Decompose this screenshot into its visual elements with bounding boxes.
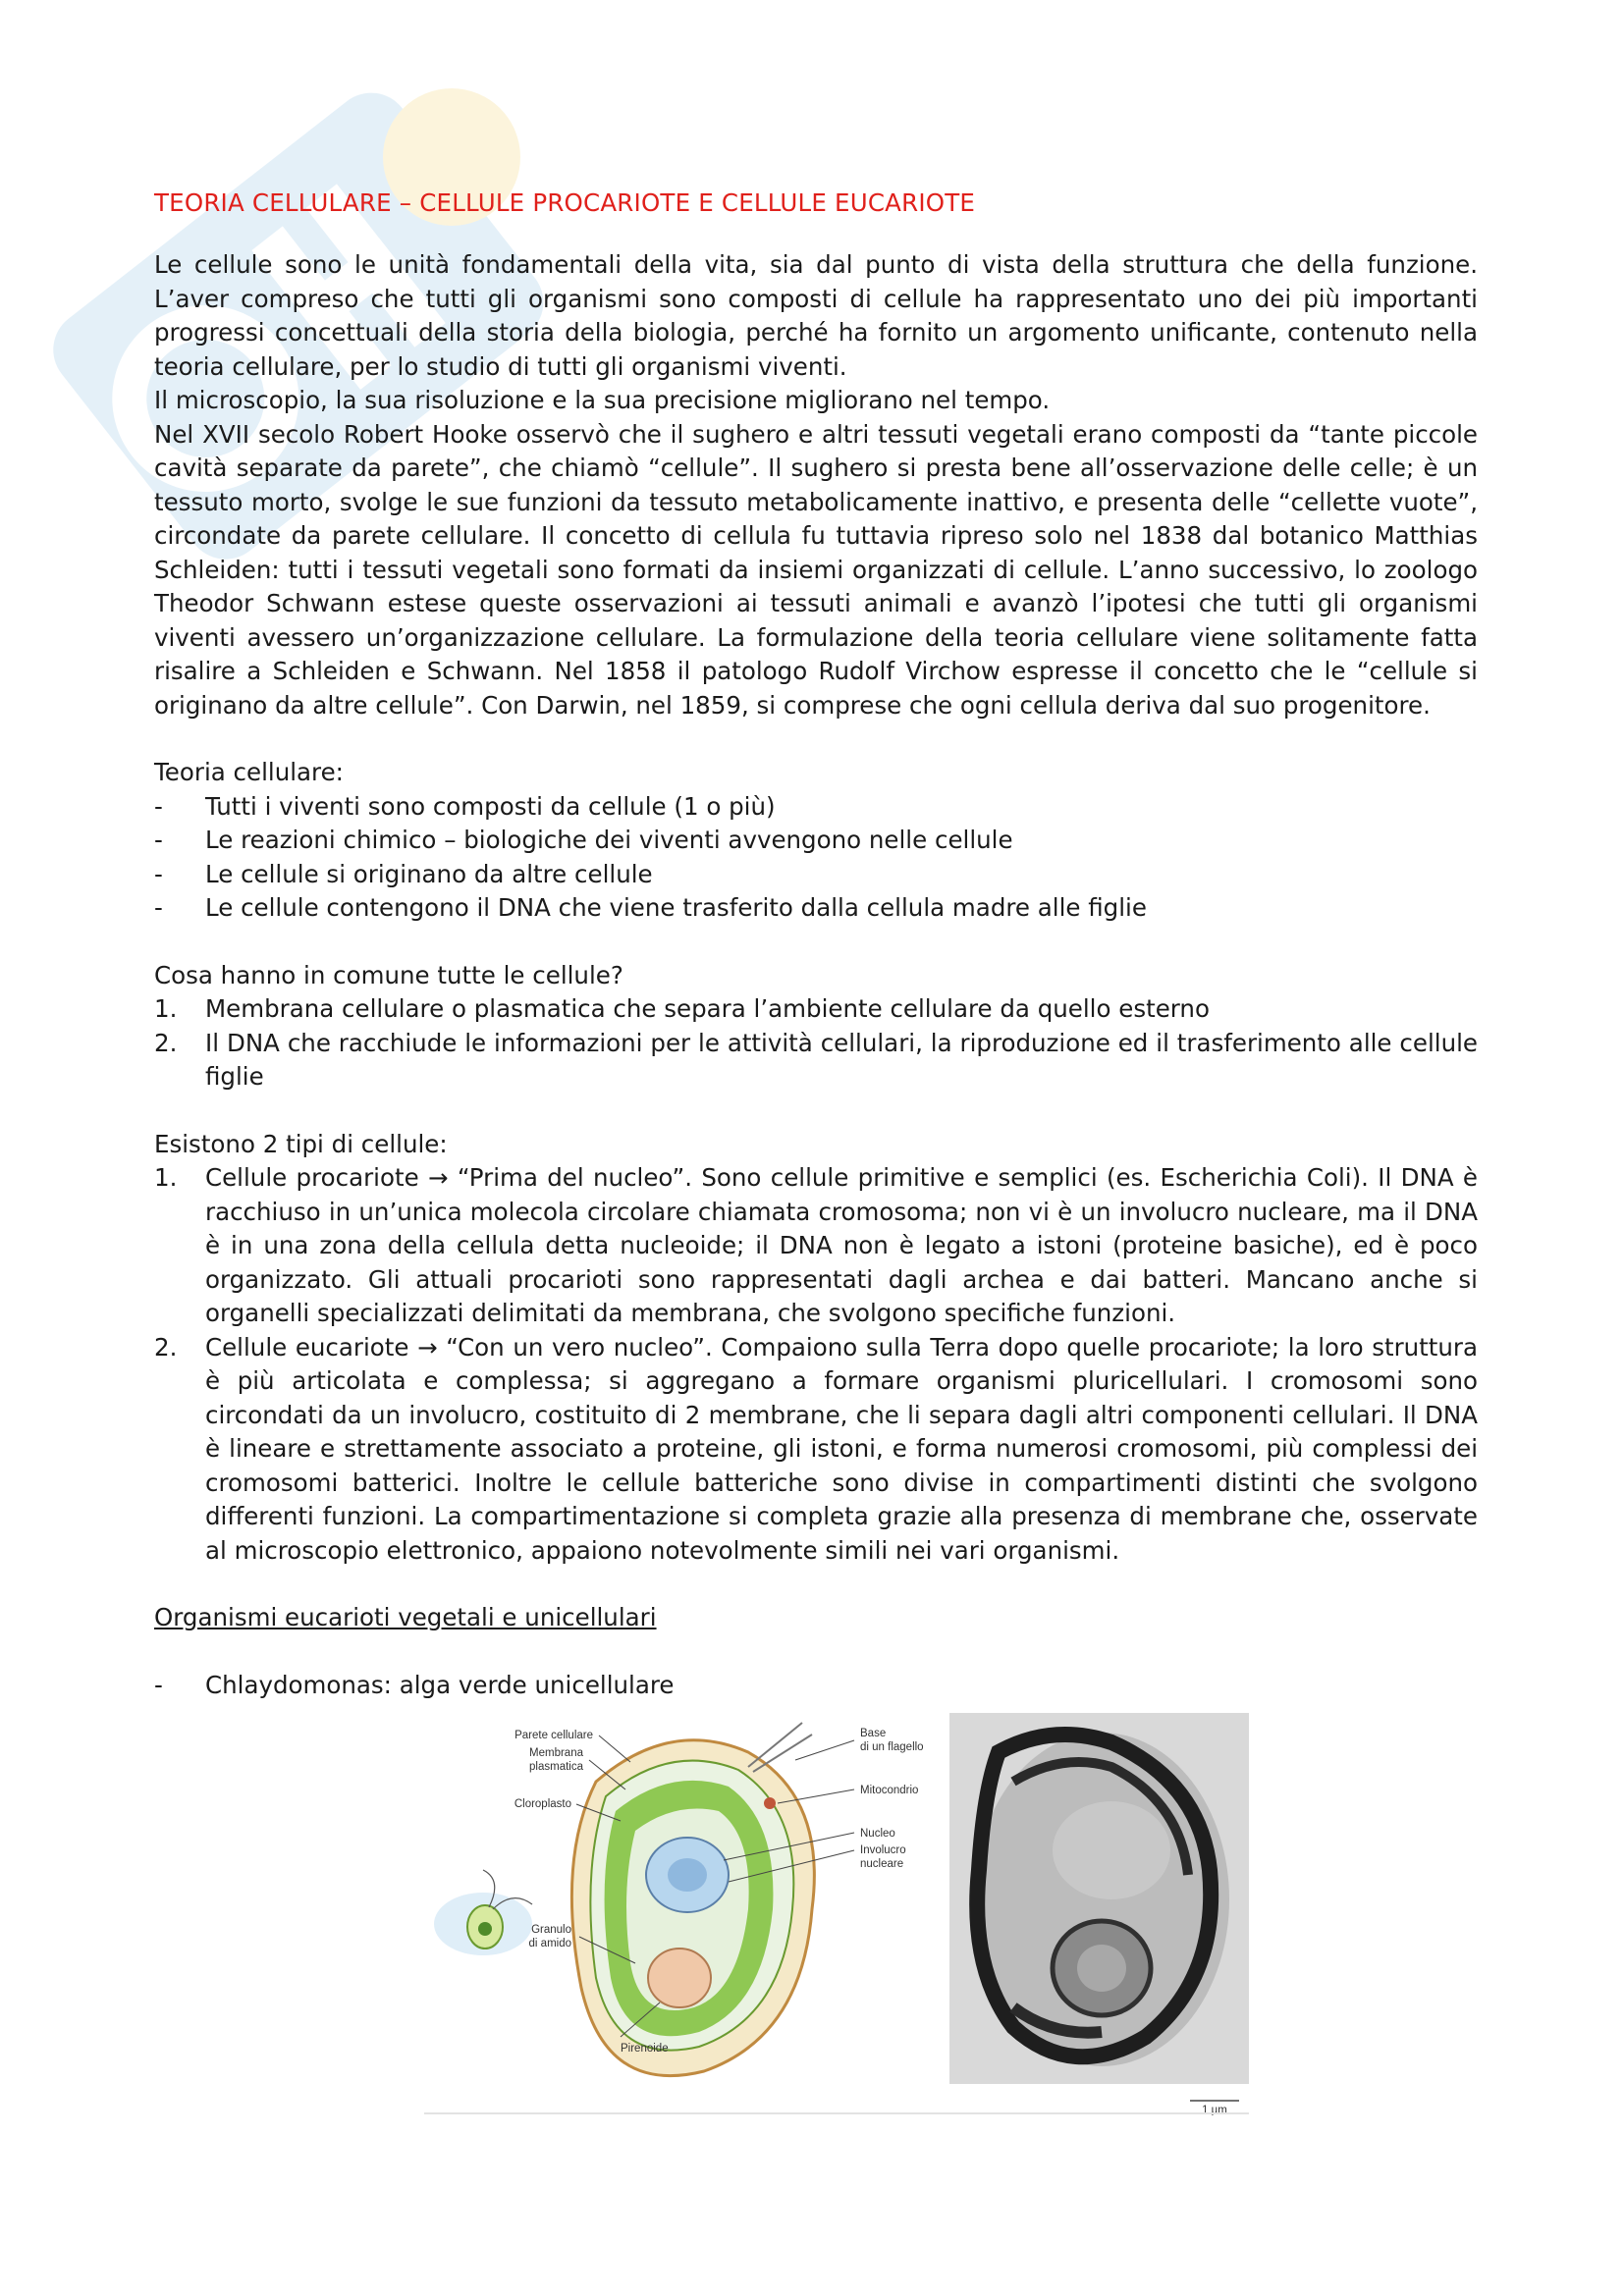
label-pirenoide: Pirenoide bbox=[621, 2043, 669, 2055]
document-page bbox=[154, 188, 1478, 1702]
list-item: 1. Membrana cellulare o plasmatica che separa l’ambiente cellulare da quello esterno bbox=[154, 994, 1210, 1023]
label-involucro: Involucro bbox=[860, 1844, 906, 1856]
label-flagello: di un flagello bbox=[860, 1741, 924, 1753]
chlamydomonas-figure bbox=[424, 1713, 1249, 2115]
types-list bbox=[154, 1161, 1478, 1568]
label-parete: Parete cellulare bbox=[514, 1730, 593, 1741]
list-item: - Chlaydomonas: alga verde unicellulare bbox=[154, 1670, 675, 1699]
section-heading-eukaryotes: Organismi eucarioti vegetali e unicellulari bbox=[154, 1603, 657, 1631]
scale-bar-label: 1 µm bbox=[1202, 2105, 1227, 2115]
list-item: 2. Il DNA che racchiude le informazioni per le attività cellulari, la riproduzione ed il trasferimento alle cellule figlie bbox=[154, 1028, 1478, 1091]
mitochondrion-shape bbox=[764, 1797, 776, 1809]
common-heading: Cosa hanno in comune tutte le cellule? bbox=[154, 960, 623, 989]
theory-list bbox=[154, 790, 1478, 926]
microscope-line: Il microscopio, la sua risoluzione e la sua precisione migliorano nel tempo. bbox=[154, 386, 1051, 414]
list-item: - Le cellule si originano da altre cellule bbox=[154, 859, 653, 888]
electron-micrograph bbox=[949, 1713, 1249, 2115]
pyrenoid-shape bbox=[648, 1949, 711, 2007]
label-di-amido: di amido bbox=[528, 1938, 571, 1949]
small-cell-illustration bbox=[434, 1870, 532, 1955]
organism-list bbox=[154, 1669, 1478, 1703]
list-item: - Le cellule contengono il DNA che viene trasferito dalla cellula madre alle figlie bbox=[154, 893, 1147, 922]
label-nucleo: Nucleo bbox=[860, 1828, 895, 1840]
list-item: 1. Cellule procariote → “Prima del nucleo”. Sono cellule primitive e semplici (es. Escherichia Coli). Il DNA è racchiuso in un’unica molecola circolare chiamata cromosoma; non vi è un involucro nucleare, ma il DNA è in una zona della cellula detta nucleoide; il DNA non è legato a istoni (proteine basiche), ed è poco organizzato. Gli attuali procarioti sono rappresentati dagli archea e dai batteri. Mancano anche si organelli specializzati delimitati da membrana, che svolgono specifiche funzioni. bbox=[154, 1163, 1478, 1327]
types-heading: Esistono 2 tipi di cellule: bbox=[154, 1129, 448, 1158]
page-title: TEORIA CELLULARE – CELLULE PROCARIOTE E CELLULE EUCARIOTE bbox=[154, 188, 976, 217]
list-item: - Le reazioni chimico – biologiche dei viventi avvengono nelle cellule bbox=[154, 826, 1013, 854]
label-base: Base bbox=[860, 1728, 887, 1739]
label-membrana: Membrana bbox=[529, 1747, 583, 1759]
theory-heading: Teoria cellulare: bbox=[154, 758, 344, 786]
label-mitocondrio: Mitocondrio bbox=[860, 1785, 919, 1796]
common-list bbox=[154, 992, 1478, 1095]
intro-paragraph: Le cellule sono le unità fondamentali della vita, sia dal punto di vista della struttura che della funzione. L’aver compreso che tutti gli organismi sono composti di cellule ha rappresentato uno dei più importanti progressi concettuali della storia della biologia, perché ha fornito un argomento unificante, contenuto nella teoria cellulare, per lo studio di tutti gli organismi viventi. bbox=[154, 250, 1478, 381]
label-nucleare: nucleare bbox=[860, 1858, 904, 1870]
label-plasmatica: plasmatica bbox=[529, 1761, 583, 1773]
label-granulo: Granulo bbox=[531, 1924, 571, 1936]
history-paragraph: Nel XVII secolo Robert Hooke osservò che il sughero e altri tessuti vegetali erano composti da “tante piccole cavità separate da parete”, che chiamò “cellule”. Il sughero si presta bene all’osservazione delle celle; è un tessuto morto, svolge le sue funzioni da tessuto metabolicamente inattivo, e presenta delle “cellette vuote”, circondate da parete cellulare. Il concetto di cellula fu tuttavia ripreso solo nel 1838 dal botanico Matthias Schleiden: tutti i tessuti vegetali sono formati da insiemi organizzati di cellule. L’anno successivo, lo zoologo Theodor Schwann estese queste osservazioni ai tessuti animali e avanzò l’ipotesi che tutti gli organismi viventi avessero un’organizzazione cellulare. La formulazione della teoria cellulare viene solitamente fatta risalire a Schleiden e Schwann. Nel 1858 il patologo Rudolf Virchow espresse il concetto che le “cellule si originano da altre cellule”. Con Darwin, nel 1859, si comprese che ogni cellula deriva dal suo progenitore. bbox=[154, 419, 1478, 720]
label-cloroplasto: Cloroplasto bbox=[514, 1798, 571, 1810]
list-item: 2. Cellule eucariote → “Con un vero nucleo”. Compaiono sulla Terra dopo quelle procariote; la loro struttura è più articolata e complessa; si aggregano a formare organismi pluricellulari. I cromosomi sono circondati da un involucro, costituito di 2 membrane, che li separa dagli altri componenti cellulari. Il DNA è lineare e strettamente associato a proteine, gli istoni, e forma numerosi cromosomi, più complessi dei cromosomi batterici. Inoltre le cellule batteriche sono divise in compartimenti distinti che svolgono differenti funzioni. La compartimentazione si completa grazie alla presenza di membrane che, osservate al microscopio elettronico, appaiono notevolmente simili nei vari organismi. bbox=[154, 1332, 1478, 1565]
list-item: - Tutti i viventi sono composti da cellule (1 o più) bbox=[154, 791, 776, 821]
